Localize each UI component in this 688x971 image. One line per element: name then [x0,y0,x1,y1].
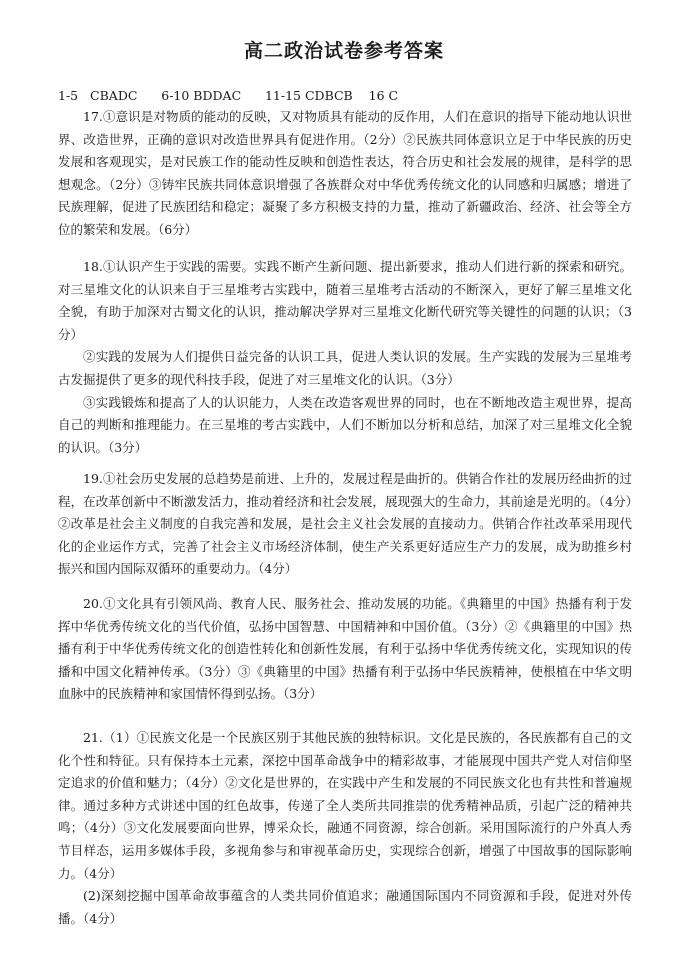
paragraph: (2)深刻挖掘中国革命故事蕴含的人类共同价值追求；融通国际国内不同资源和手段，促进对外传播。（4分） [58,888,632,926]
paragraph: ③实践锻炼和提高了人的认识能力，人类在改造客观世界的同时，也在不断地改造主观世界，提高自己的判断和推理能力。在三星堆的考古实践中，人们不断加以分析和总结，加深了对三星堆文化全貌的认识。（3分） [58,394,632,455]
question-18-answer [58,256,632,459]
paragraph: 20.①文化具有引领风尚、教育人民、服务社会、推动发展的功能。《典籍里的中国》热播有利于发挥中华优秀传统文化的当代价值，弘扬中国智慧、中国精神和中国价值。（3分）②《典籍里的中国》热播有利于中华优秀传统文化的创造性转化和创新性发展，有利于弘扬中华优秀传统文化，实现知识的传播和中国文化精神传承。（3分）③《典籍里的中国》热播有利于弘扬中华民族精神，使根植在中华文明血脉中的民族精神和家国情怀得到弘扬。（3分） [58,596,632,702]
paragraph: 18.①认识产生于实践的需要。实践不断产生新问题、提出新要求，推动人们进行新的探索和研究。对三星堆文化的认识来自于三星堆考古实践中，随着三星堆考古活动的不断深入，更好了解三星堆文化全貌，有助于加深对古蜀文化的认识，推动解决学界对三星堆文化断代研究等关键性的问题的认识；（3分） [58,259,632,342]
paragraph: ②实践的发展为人们提供日益完备的认识工具，促进人类认识的发展。生产实践的发展为三星堆考古发掘提供了更多的现代科技手段，促进了对三星堆文化的认识。（3分） [58,349,632,387]
paragraph: 19.①社会历史发展的总趋势是前进、上升的，发展过程是曲折的。供销合作社的发展历经曲折的过程，在改革创新中不断激发活力，推动着经济和社会发展，展现强大的生命力，其前途是光明的。（4分）②改革是社会主义制度的自我完善和发展，是社会主义社会发展的直接动力。供销合作社改革采用现代化的企业运作方式，完善了社会主义市场经济体制，使生产关系更好适应生产力的发展，成为助推乡村振兴和国内国际双循环的重要动力。（4分） [58,471,632,577]
choice-answers: 1-5 CBADC 6-10 BDDAC 11-15 CDBCB 16 C [58,88,399,103]
paragraph: 21.（1）①民族文化是一个民族区别于其他民族的独特标识。文化是民族的，各民族都有自己的文化个性和特征。只有保持本土元素，深挖中国革命战争中的精彩故事，才能展现中国共产党人对信仰坚定追求的价值和魅力；（4分）②文化是世界的，在实践中产生和发展的不同民族文化也有共性和普遍规律。通过多种方式讲述中国的红色故事，传递了全人类所共同推崇的优秀精神品质，引起广泛的精神共鸣；（4分）③文化发展要面向世界，博采众长，融通不同资源，综合创新。采用国际流行的户外真人秀节目样态，运用多媒体手段，多视角参与和审视革命历史，实现综合创新，增强了中国故事的国际影响力。（4分） [58,730,632,881]
question-21-answer [58,727,632,930]
paragraph: 17.①意识是对物质的能动的反映，又对物质具有能动的反作用，人们在意识的指导下能动地认识世界、改造世界，正确的意识对改造世界具有促进作用。（2分）②民族共同体意识立足于中华民族的历史发展和客观现实，是对民族工作的能动性反映和创造性表达，符合历史和社会发展的规律，是科学的思想观念。（2分）③铸牢民族共同体意识增强了各族群众对中华优秀传统文化的认同感和归属感；增进了民族理解，促进了民族团结和稳定；凝聚了多方积极支持的力量，推动了新疆政治、经济、社会等全方位的繁荣和发展。（6分） [58,109,632,237]
page-title: 高二政治试卷参考答案 [243,40,444,62]
question-17-answer [58,106,632,242]
question-19-answer [58,468,632,581]
question-20-answer [58,593,632,706]
